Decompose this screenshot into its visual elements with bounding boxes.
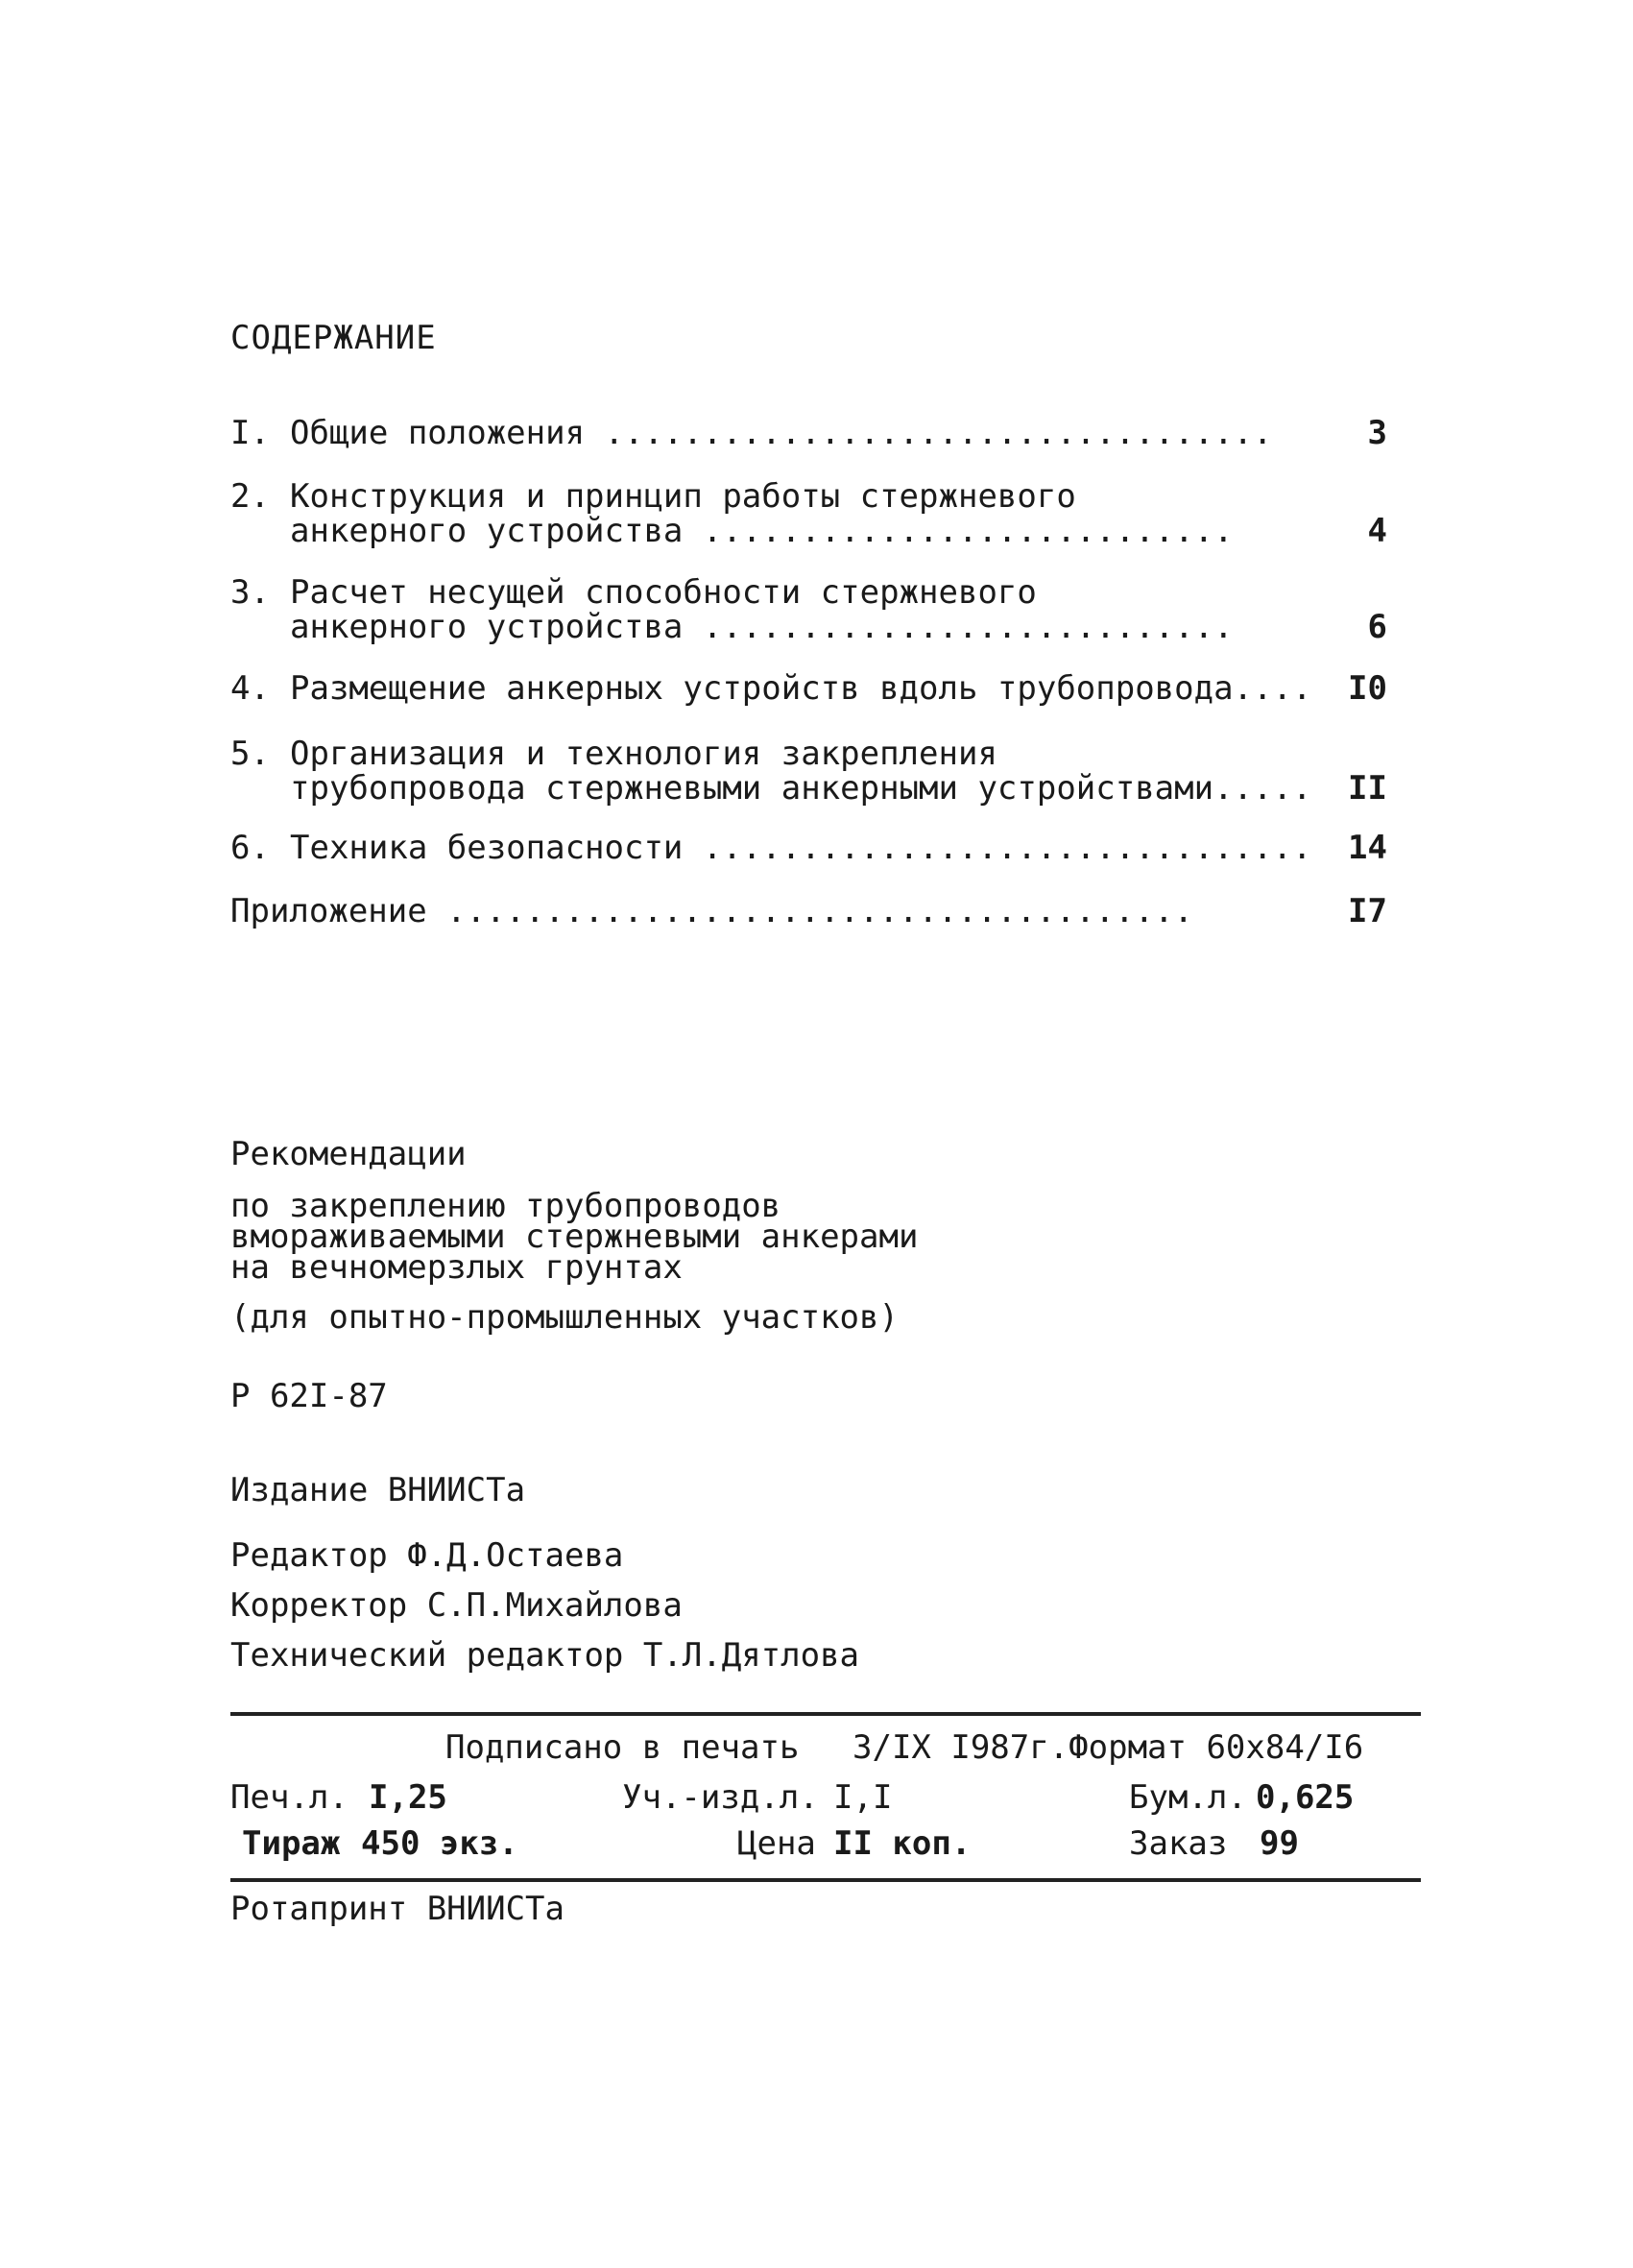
toc-item-title: Размещение анкерных устройств вдоль трубопровода.... — [290, 669, 1312, 708]
toc-item-page: I7 — [1348, 892, 1387, 930]
pech-value: I,25 — [369, 1778, 447, 1817]
price-label: Цена — [737, 1824, 816, 1863]
toc-item-number: 4. — [230, 669, 270, 708]
colophon-title-line: вмораживаемыми стержневыми анкерами — [230, 1218, 919, 1256]
toc-item-title: Организация и технология закрепления — [290, 735, 997, 773]
toc-item — [230, 830, 1387, 868]
toc-item-page: 3 — [1367, 414, 1387, 452]
bum-value: 0,625 — [1256, 1778, 1355, 1817]
toc-item-page: 14 — [1348, 829, 1387, 867]
toc-item-title-cont: анкерного устройства ........................... — [290, 512, 1234, 550]
toc-item — [230, 478, 1387, 551]
toc-item — [230, 415, 1387, 453]
toc-item-number: 2. — [230, 477, 270, 516]
editor: Редактор Ф.Д.Остаева — [230, 1536, 624, 1575]
tirazh-label: Тираж — [242, 1824, 341, 1863]
document-code: Р 62I-87 — [230, 1377, 388, 1415]
toc-item-title: Расчет несущей способности стержневого — [290, 573, 1037, 612]
toc-item-number: 3. — [230, 573, 270, 612]
order-label: Заказ — [1129, 1824, 1228, 1863]
colophon-heading: Рекомендации — [230, 1135, 467, 1173]
date-format: 3/IX I987г.Формат 60x84/I6 — [853, 1728, 1364, 1767]
toc-item — [230, 670, 1387, 709]
toc-item — [230, 736, 1387, 808]
tirazh-value: 450 экз. — [361, 1824, 518, 1863]
toc-item-page: 4 — [1367, 512, 1387, 550]
toc-item-number: 6. — [230, 829, 270, 867]
toc-item-title-cont: трубопровода стержневыми анкерными устройствами..... — [290, 769, 1312, 808]
imprint-rule-top — [230, 1712, 1421, 1716]
toc-item-number: 5. — [230, 735, 270, 773]
imprint-rule-bottom — [230, 1878, 1421, 1882]
price-value: II коп. — [833, 1824, 972, 1863]
printer: Ротапринт ВНИИСТа — [230, 1890, 564, 1928]
toc-item — [230, 574, 1387, 647]
colophon-title-line: по закреплению трубопроводов — [230, 1187, 781, 1225]
toc-item-title: Общие положения .................................. — [290, 414, 1273, 452]
toc-item-number: I. — [230, 414, 270, 452]
colophon-subtitle: (для опытно-промышленных участков) — [230, 1298, 899, 1337]
publisher: Издание ВНИИСТа — [230, 1471, 526, 1509]
colophon-title-line: на вечномерзлых грунтах — [230, 1248, 683, 1287]
technical-editor: Технический редактор Т.Л.Дятлова — [230, 1636, 860, 1675]
uch-label: Уч.-изд.л. — [622, 1778, 819, 1817]
toc-item-page: 6 — [1367, 608, 1387, 646]
toc-item-title: Техника безопасности ............................... — [290, 829, 1312, 867]
toc-item-page: II — [1348, 769, 1387, 808]
pech-label: Печ.л. — [230, 1778, 348, 1817]
corrector: Корректор С.П.Михайлова — [230, 1586, 683, 1625]
toc-item-title: Приложение ...................................... — [230, 892, 1194, 930]
uch-value: I,I — [833, 1778, 893, 1817]
toc-item-page: I0 — [1348, 669, 1387, 708]
signed-to-print: Подписано в печать — [445, 1728, 800, 1767]
toc-item-title-cont: анкерного устройства ........................... — [290, 608, 1234, 646]
order-value: 99 — [1260, 1824, 1299, 1863]
toc-item-title: Конструкция и принцип работы стержневого — [290, 477, 1076, 516]
bum-label: Бум.л. — [1129, 1778, 1247, 1817]
contents-title: СОДЕРЖАНИЕ — [230, 319, 437, 357]
toc-item-appendix — [230, 893, 1387, 931]
